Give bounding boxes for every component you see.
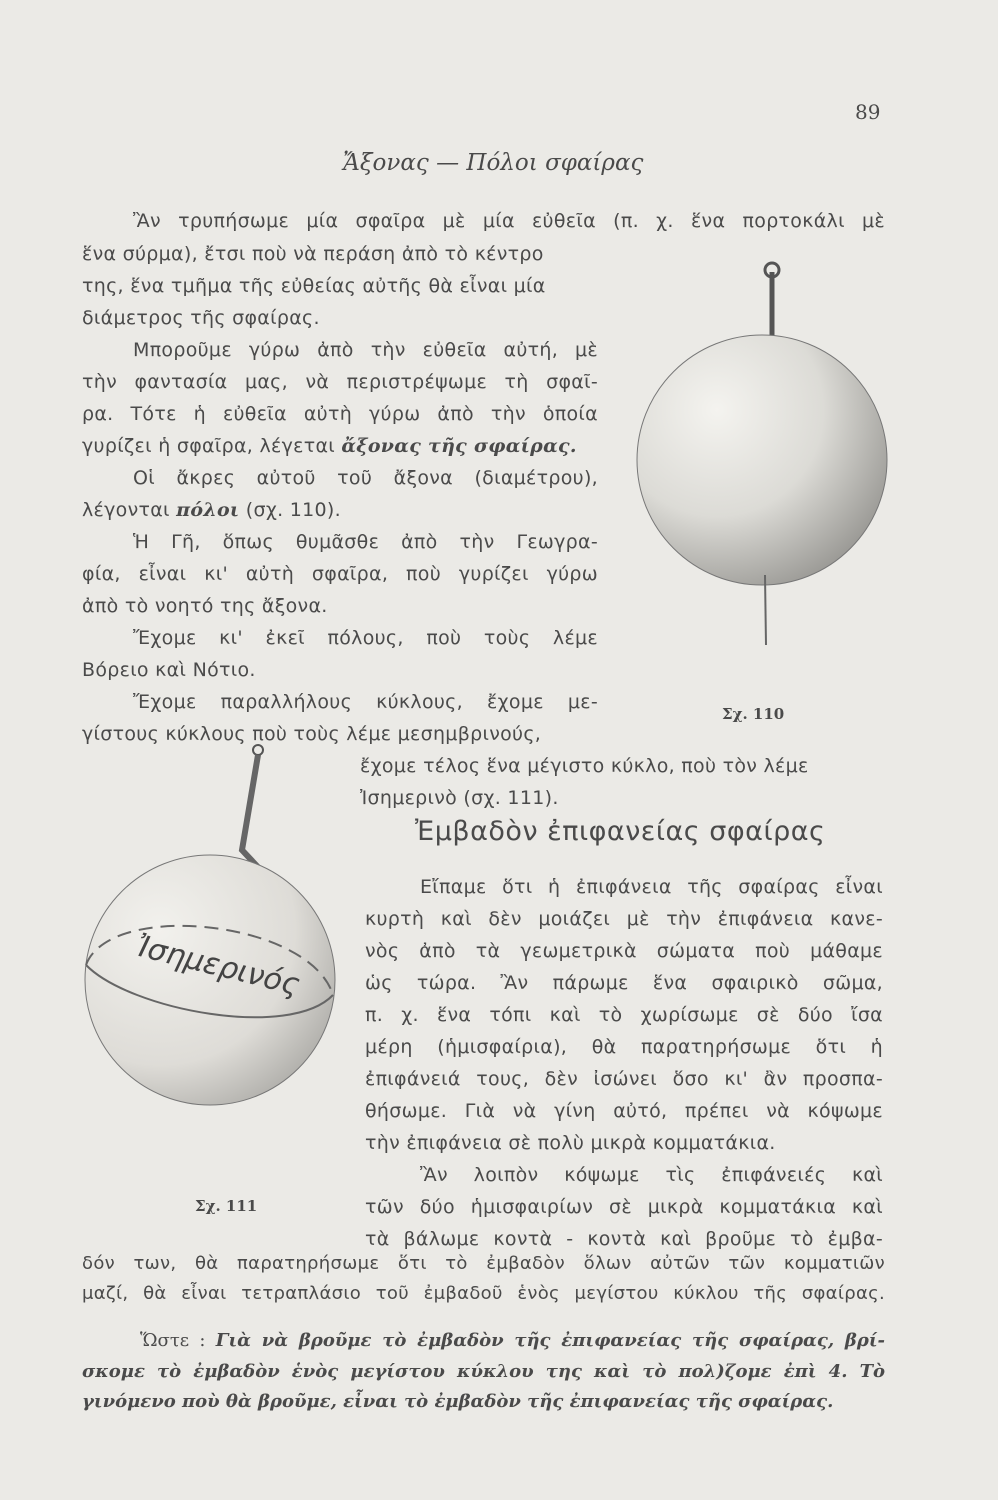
text-line: Ἔχομε παραλλήλους κύκλους, ἔχομε με- — [133, 691, 598, 713]
text-line: Ἂν τρυπήσωμε μία σφαῖρα μὲ μία εὐθεῖα (π. χ. ἕνα πορτοκάλι μὲ — [133, 210, 885, 232]
text-line: ἀπὸ τὸ νοητό της ἄξονα. — [82, 595, 328, 617]
text-line: Ἡ Γῆ, ὅπως θυμᾶσθε ἀπὸ τὴν Γεωγρα- — [133, 531, 598, 553]
text-line: μέρη (ἡμισφαίρια), θὰ παρατηρήσωμε ὅτι ἡ — [365, 1036, 883, 1058]
sphere-body — [637, 335, 887, 585]
text-line: της, ἕνα τμῆμα τῆς εὐθείας αὐτῆς θὰ εἶναι μία — [82, 275, 546, 297]
text-line: τὴν φαντασία μας, νὰ περιστρέψωμε τὴ σφαῖ- — [82, 371, 598, 393]
text-line: θήσωμε. Γιὰ νὰ γίνη αὐτό, πρέπει νὰ κόψωμε — [365, 1100, 883, 1122]
rule-line: σκομε τὸ ἐμβαδὸν ἑνὸς μεγίστου κύκλου της καὶ τὸ πολ)ζομε ἐπὶ 4. Τὸ — [82, 1361, 885, 1382]
text-line — [82, 435, 577, 457]
text-line: Οἱ ἄκρες αὐτοῦ τοῦ ἄξονα (διαμέτρου), — [133, 467, 598, 489]
text-line: τῶν δύο ἡμισφαιρίων σὲ μικρὰ κομματάκια καὶ — [365, 1196, 883, 1218]
text-line: Ἔχομε κι' ἐκεῖ πόλους, ποὺ τοὺς λέμε — [133, 627, 598, 649]
figure-111-sphere — [70, 740, 370, 1140]
axis-knob — [253, 745, 263, 755]
rule-intro: Ὥστε : — [140, 1330, 216, 1351]
text-line: φία, εἶναι κι' αὐτὴ σφαῖρα, ποὺ γυρίζει γύρω — [82, 563, 598, 585]
text-line: ἕνα σύρμα), ἔτσι ποὺ νὰ περάση ἀπὸ τὸ κέντρο — [82, 243, 544, 265]
figure-110-caption: Σχ. 110 — [722, 705, 785, 723]
text-line: Ἰσημερινὸ (σχ. 111). — [360, 787, 559, 809]
text-line: γίστους κύκλους ποὺ τοὺς λέμε μεσημβρινούς, — [82, 723, 542, 745]
text-span: λέγονται — [82, 499, 177, 521]
figure-110-sphere — [600, 250, 900, 670]
rule-text: Γιὰ νὰ βροῦμε τὸ ἐμβαδὸν τῆς ἐπιφανείας τῆς σφαίρας, βρί- — [215, 1330, 886, 1351]
equator-label: Ἰσημερινός — [133, 928, 304, 1004]
text-span: γυρίζει ἡ σφαῖρα, λέγεται — [82, 435, 342, 457]
text-line: δόν των, θὰ παρατηρήσωμε ὅτι τὸ ἐμβαδὸν ὅλων αὐτῶν τῶν κομματιῶν — [82, 1253, 885, 1274]
text-line: διάμετρος τῆς σφαίρας. — [82, 307, 320, 329]
text-line: ὡς τώρα. Ἂν πάρωμε ἕνα σφαιρικὸ σῶμα, — [365, 972, 883, 994]
text-line: τὴν ἐπιφάνεια σὲ πολὺ μικρὰ κομματάκια. — [365, 1132, 776, 1154]
axis-bottom — [765, 575, 766, 645]
text-line: μαζί, θὰ εἶναι τετραπλάσιο τοῦ ἐμβαδοῦ ἑνὸς μεγίστου κύκλου τῆς σφαίρας. — [82, 1283, 885, 1304]
section-title-axis-poles: Ἄξονας — Πόλοι σφαίρας — [343, 150, 644, 176]
text-line: π. χ. ἕνα τόπι καὶ τὸ χωρίσωμε σὲ δύο ἴσα — [365, 1004, 883, 1026]
text-line: Ἂν λοιπὸν κόψωμε τὶς ἐπιφάνειές καὶ — [420, 1164, 883, 1186]
text-line: νὸς ἀπὸ τὰ γεωμετρικὰ σώματα ποὺ μάθαμε — [365, 940, 883, 962]
text-line: ἔχομε τέλος ἕνα μέγιστο κύκλο, ποὺ τὸν λέμε — [360, 755, 809, 777]
text-line: κυρτὴ καὶ δὲν μοιάζει μὲ τὴν ἐπιφάνεια κανε- — [365, 908, 883, 930]
text-line: Εἴπαμε ὅτι ἡ ἐπιφάνεια τῆς σφαίρας εἶναι — [420, 876, 883, 898]
term-poles: πόλοι — [176, 499, 240, 521]
page-number: 89 — [855, 100, 881, 124]
text-line: Μποροῦμε γύρω ἀπὸ τὴν εὐθεῖα αὐτή, μὲ — [133, 339, 598, 361]
figure-111-caption: Σχ. 111 — [195, 1197, 258, 1215]
rule-line: γινόμενο ποὺ θὰ βροῦμε, εἶναι τὸ ἐμβαδὸν τῆς ἐπιφανείας τῆς σφαίρας. — [82, 1391, 834, 1412]
text-span: (σχ. 110). — [239, 499, 341, 521]
section-title-surface-area: Ἐμβαδὸν ἐπιφανείας σφαίρας — [415, 816, 826, 847]
text-line: τὰ βάλωμε κοντὰ - κοντὰ καὶ βροῦμε τὸ ἐμβα- — [365, 1228, 883, 1250]
text-line: ἐπιφάνειά τους, δὲν ἰσώνει ὅσο κι' ἂν προσπα- — [365, 1068, 883, 1090]
text-line: Βόρειο καὶ Νότιο. — [82, 659, 256, 681]
rule-line — [140, 1330, 885, 1351]
term-axis: ἄξονας τῆς σφαίρας. — [341, 435, 577, 457]
text-line — [82, 499, 341, 521]
text-line: ρα. Τότε ἡ εὐθεῖα αὐτὴ γύρω ἀπὸ τὴν ὁποία — [82, 403, 598, 425]
